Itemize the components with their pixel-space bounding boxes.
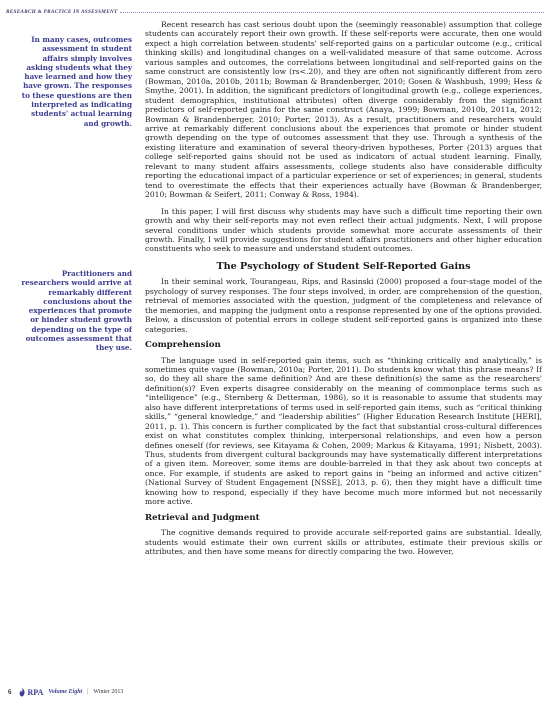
body-paragraph: In their seminal work, Tourangeau, Rips, and Rasinski (2000) proposed a four-stage model of the psychology of survey responses. The four steps involved, in order, are comprehension of the question, retrieval of memories associated with the question, judgment of the completeness and relevance of the memories, and mapping the judgment onto a response represented by one of the options provided. Below, a discussion of potential errors in college student self-reported gains is organized into these categories. bbox=[145, 277, 542, 334]
main-column bbox=[145, 20, 542, 564]
body-paragraph: Recent research has cast serious doubt upon the (seemingly reasonable) assumption that college students can accurately report their own growth. If these self-reports were accurate, then one would expect a high correlation between students' self-reported gains on a particular outcome (e.g., critical thinking skills) and longitudinal changes on a well-validated measure of that same outcome. Across various samples and outcomes, the correlations between longitudinal and self-reported gains on the same construct are consistently low (rs<.20), and they are often not significantly different from zero (Bowman, 2010a, 2010b, 2011b; Bowman & Brandenberger, 2010; Gosen & Washbush, 1999; Hess & Smythe, 2001). In addition, the significant predictors of longitudinal growth (e.g., college experiences, student demographics, institutional attributes) often diverge considerably from the significant predictors of self-reported gains for the same construct (Anaya, 1999; Bowman, 2010b, 2011a, 2012; Bowman & Brandenberger, 2010; Porter, 2013). As a result, practitioners and researchers would arrive at remarkably different conclusions about the experiences that promote or hinder student growth depending on the type of outcomes assessment that they use. Through a synthesis of the existing literature and examination of several theory-driven hypotheses, Porter (2013) argues that college self-reported gains should not be used as indicators of actual student learning. Finally, relevant to many student affairs assessments, college students also have considerable difficulty reporting the educational impact of a particular experience or set of experiences; in general, students tend to overestimate the effects that their experiences actually have (Bowman & Brandenberger, 2010; Bowman & Seifert, 2011; Conway & Ross, 1984). bbox=[145, 20, 542, 200]
flame-logo-icon bbox=[17, 687, 27, 697]
pull-quote-1: In many cases, outcomes assessment in student affairs simply involves asking students what they have learned and how they have grown. The responses to these questions are then interpreted as indicating students' actual learning and growth. bbox=[21, 35, 132, 128]
body-paragraph: In this paper, I will first discuss why students may have such a difficult time reporting their own growth and why their self-reports may not even reflect their actual judgments. Next, I will propose several conditions under which students provide somewhat more accurate assessments of their growth. Finally, I will provide suggestions for student affairs practitioners and other higher education constituents who seek to measure and understand student outcomes. bbox=[145, 206, 542, 254]
page-number: 6 bbox=[8, 688, 12, 696]
journal-logo bbox=[17, 687, 44, 697]
logo-text: RPA bbox=[27, 687, 44, 697]
issue-label: Winter 2013 bbox=[93, 689, 124, 695]
body-paragraph: The language used in self-reported gain items, such as “thinking critically and analytically,” is sometimes quite vague (Bowman, 2010a; Porter, 2011). Do students know what this phrase means? If so, do they all share the same definition? And are these definition(s) the same as the researchers' definition(s)? Even experts disagree considerably on the meaning of commonplace terms such as “intelligence” (e.g., Sternberg & Detterman, 1986), so it is reasonable to assume that students may also have different interpretations of terms used in self-reported gain items, such as “critical thinking skills,” “general knowledge,” and “leadership abilities” (Higher Education Research Institute [HERI], 2011, p. 1). This concern is further complicated by the fact that substantial cross-cultural differences exist on what constitutes complex thinking, interpersonal relationships, and even how a person defines oneself (for reviews, see Kitayama & Cohen, 2009; Markus & Kitayama, 1991; Nisbett, 2003). Thus, students from divergent cultural backgrounds may have systematically different interpretations of a given item. Moreover, some items are double-barreled in that they ask about two concepts at once. For example, if students are asked to report gains in “being an informed and active citizen” (National Survey of Student Engagement [NSSE], 2013, p. 6), then they might have a difficult time knowing how to respond, especially if they have become much more informed but not necessarily more active. bbox=[145, 355, 542, 507]
footer-separator: | bbox=[87, 689, 89, 695]
running-head-rule bbox=[120, 12, 544, 13]
subsection-heading-comprehension: Comprehension bbox=[145, 340, 221, 351]
running-head bbox=[6, 9, 544, 15]
subsection-heading-retrieval: Retrieval and Judgment bbox=[145, 512, 260, 523]
section-heading: The Psychology of Student Self-Reported Gains bbox=[216, 260, 471, 272]
pull-quote-2: Practitioners and researchers would arrive at remarkably different conclusions about the experiences that promote or hinder student growth depending on the type of outcomes assessment that they use. bbox=[21, 269, 132, 353]
running-head-text: RESEARCH & PRACTICE IN ASSESSMENT bbox=[6, 9, 118, 15]
body-paragraph: The cognitive demands required to provide accurate self-reported gains are substantial. Ideally, students would estimate their own current skills or attributes, estimate their previous skills or attributes, and then have some means for directly comparing the two. However, bbox=[145, 528, 542, 557]
volume-label: Volume Eight bbox=[48, 689, 83, 695]
page-footer bbox=[8, 686, 123, 698]
